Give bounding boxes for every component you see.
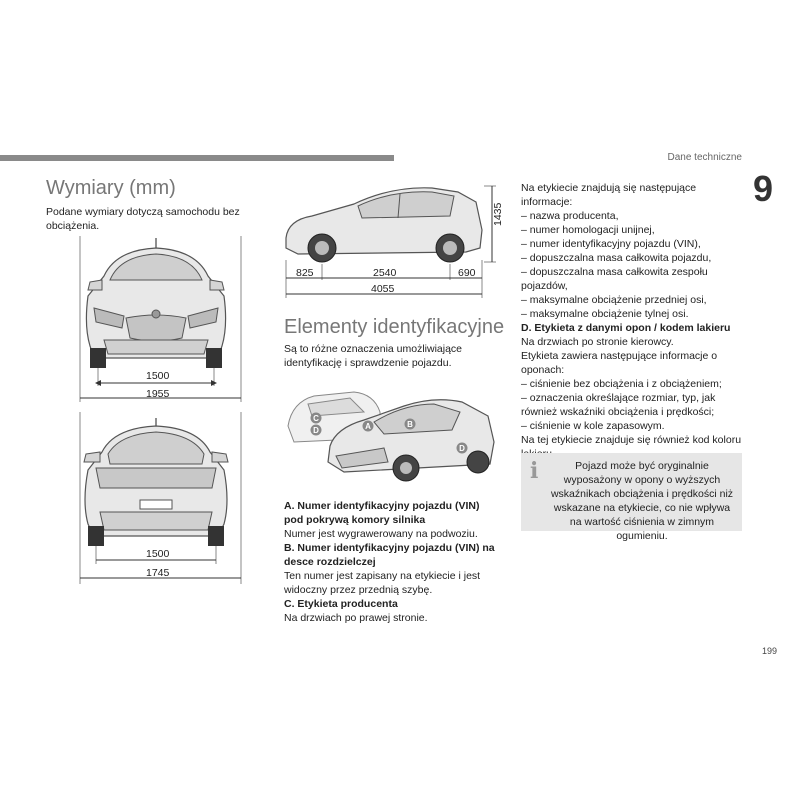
right-column	[521, 181, 743, 461]
license-plate	[140, 500, 172, 509]
identification-list	[284, 499, 498, 625]
front-width-value: 1955	[146, 388, 170, 400]
chapter-number: 9	[753, 168, 774, 209]
tyre-label-intro: Etykieta zawiera następujące informacje o oponach:	[521, 350, 718, 376]
list-item: – numer homologacji unijnej,	[521, 224, 655, 236]
wheel-icon	[88, 526, 104, 546]
paint-code-note: Na tej etykiecie znajduje się również kod koloru	[521, 434, 742, 446]
vin-engine-title: A. Numer identyfikacyjny pojazdu (VIN) pod pokrywą komory silnika	[284, 500, 480, 526]
list-item: – maksymalne obciążenie przedniej osi,	[521, 294, 707, 306]
list-item: – ciśnienie bez obciążenia i z obciążeniem;	[521, 378, 722, 390]
svg-text:D: D	[459, 444, 465, 453]
wheel-icon	[208, 526, 224, 546]
identification-title: Elementy identyfikacyjne	[284, 316, 505, 338]
list-item: – ciśnienie w kole zapasowym.	[521, 420, 665, 432]
front-track-value: 1500	[146, 370, 170, 382]
vin-dashboard-text: Ten numer jest zapisany na etykiecie i jest widoczny przez przednią szybę.	[284, 570, 481, 596]
dimensions-intro: Podane wymiary dotyczą samochodu bez obciążenia.	[46, 206, 240, 232]
info-text: Pojazd może być oryginalnie wyposażony w opony o wyższych wskaźnikach obciążenia i prędkości niż wskazane na etykiecie, co nie wpływa na wartość ciśnienia w zimnym ogumieniu.	[550, 460, 734, 542]
section-label: Dane techniczne	[667, 152, 742, 163]
svg-text:A: A	[365, 422, 371, 431]
header-rule	[0, 155, 394, 161]
list-item: – maksymalne obciążenie tylnej osi.	[521, 308, 689, 320]
marker-d	[311, 425, 322, 436]
list-item: – numer identyfikacyjny pojazdu (VIN),	[521, 238, 701, 250]
length-value: 4055	[371, 283, 395, 295]
marker-a	[363, 421, 374, 432]
svg-text:D: D	[313, 426, 319, 435]
manufacturer-label-text: Na drzwiach po prawej stronie.	[284, 612, 428, 624]
identification-car-drawing	[284, 382, 496, 486]
tyre-label-title: D. Etykieta z danymi opon / kodem lakieru	[521, 322, 731, 334]
wheel-icon	[206, 348, 222, 368]
svg-text:B: B	[407, 420, 413, 429]
wheelbase-value: 2540	[373, 267, 397, 279]
list-item: – nazwa producenta,	[521, 210, 619, 222]
wheel-icon	[90, 348, 106, 368]
rear-track-value: 1500	[146, 548, 170, 560]
brand-logo-icon	[152, 310, 160, 318]
marker-d-front	[457, 443, 468, 454]
front-overhang-value: 825	[296, 267, 314, 279]
dimensions-title: Wymiary (mm)	[46, 177, 176, 199]
rear-width-value: 1745	[146, 567, 170, 579]
wheel-icon	[467, 451, 489, 473]
list-item: – dopuszczalna masa całkowita zespołu pojazdów,	[521, 266, 708, 292]
height-value: 1435	[492, 202, 504, 226]
manufacturer-label-title: C. Etykieta producenta	[284, 598, 398, 610]
marker-c	[311, 413, 322, 424]
tyre-label-location: Na drzwiach po stronie kierowcy.	[521, 336, 674, 348]
vin-engine-text: Numer jest wygrawerowany na podwoziu.	[284, 528, 478, 540]
rear-overhang-value: 690	[458, 267, 476, 279]
svg-text:C: C	[313, 414, 319, 423]
vin-dashboard-title: B. Numer identyfikacyjny pojazdu (VIN) na desce rozdzielczej	[284, 542, 495, 568]
marker-b	[405, 419, 416, 430]
identification-intro: Są to różne oznaczenia umożliwiające identyfikację i sprawdzenie pojazdu.	[284, 343, 463, 369]
page-number: 199	[762, 646, 778, 656]
info-icon: i	[530, 458, 539, 484]
label-intro: Na etykiecie znajdują się następujące informacje:	[521, 182, 697, 208]
list-item: – oznaczenia określające rozmiar, typ, jak również wskaźniki obciążenia i prędkości;	[521, 392, 716, 418]
list-item: – dopuszczalna masa całkowita pojazdu,	[521, 252, 712, 264]
